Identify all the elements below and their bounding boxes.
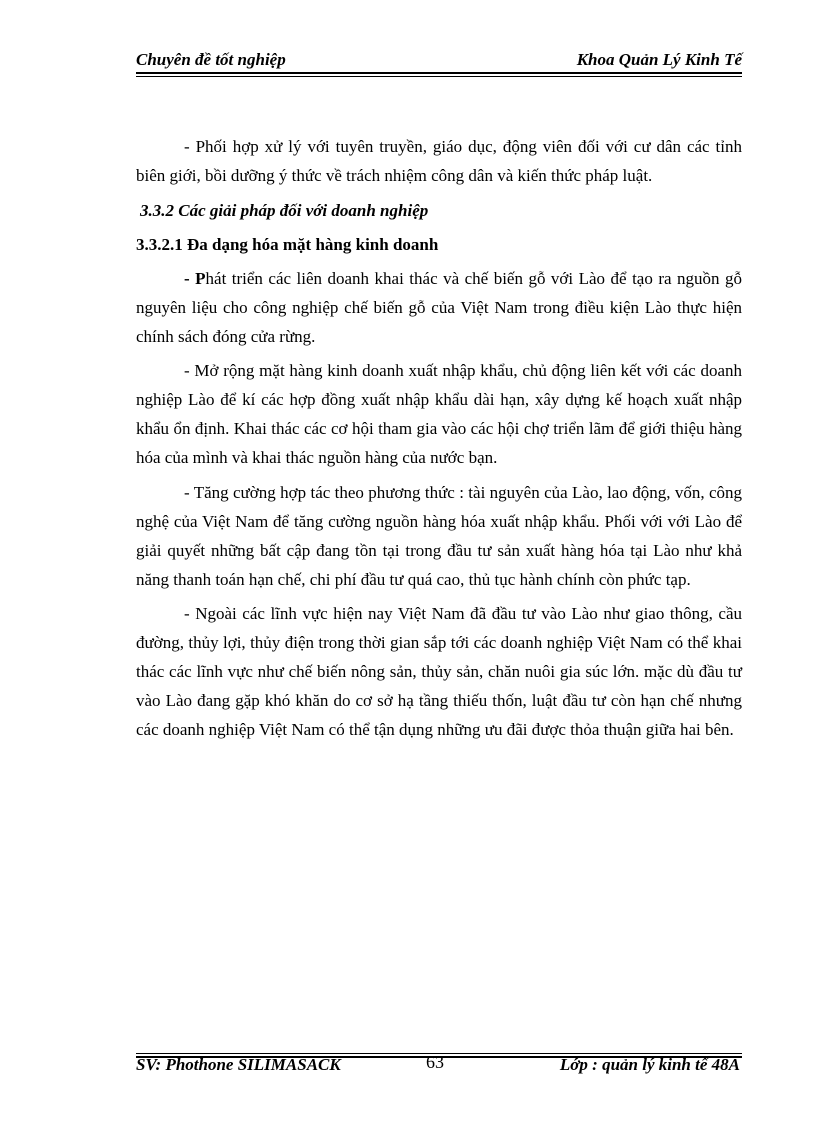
paragraph-wood-joint-ventures [136, 264, 742, 351]
section-heading-3-3-2: 3.3.2 Các giải pháp đối với doanh nghiệp [140, 200, 429, 220]
header-divider-thin [136, 76, 742, 77]
page-header [136, 50, 742, 74]
page-number: 63 [426, 1052, 444, 1072]
paragraph-border-residents: - Phối hợp xử lý với tuyên truyền, giáo dục, động viên đối với cư dân các tỉnh biên giới, bồi dưỡng ý thức về trách nhiệm công dân và kiến thức pháp luật. [136, 137, 742, 185]
subsection-heading-3-3-2-1: 3.3.2.1 Đa dạng hóa mặt hàng kinh doanh [136, 234, 439, 254]
footer-student-name: SV: Phothone SILIMASACK [136, 1055, 341, 1074]
paragraph-strengthen-cooperation: - Tăng cường hợp tác theo phương thức : tài nguyên của Lào, lao động, vốn, công nghệ của Việt Nam để tăng cường nguồn hàng hóa xuất nhập khẩu. Phối với với Lào để giải quyết những bất cập đang tồn tại trong đầu tư sản xuất hàng hóa tại Lào như khả năng thanh toán hạn chế, chi phí đầu tư quá cao, thủ tục hành chính còn phức tạp. [136, 482, 742, 589]
paragraph-wood-text: hát triển các liên doanh khai thác và chế biến gỗ với Lào để tạo ra nguồn gỗ nguyên liệu cho công nghiệp chế biến gỗ của Việt Nam trong điều kiện Lào thực hiện chính sách đóng cửa rừng. [136, 268, 742, 346]
paragraph-expand-export-import: - Mở rộng mặt hàng kinh doanh xuất nhập khẩu, chủ động liên kết với các doanh nghiệp Lào để kí các hợp đồng xuất nhập khẩu dài hạn, xây dựng kế hoạch xuất nhập khẩu ổn định. Khai thác các cơ hội tham gia vào các hội chợ triển lãm để giới thiệu hàng hóa của mình và khai thác nguồn hàng của nước bạn. [136, 361, 742, 467]
header-divider-thick [136, 72, 742, 74]
paragraph-investment-fields: - Ngoài các lĩnh vực hiện nay Việt Nam đã đầu tư vào Lào như giao thông, cầu đường, thủy lợi, thủy điện trong thời gian sắp tới các doanh nghiệp Việt Nam có thể khai thác các lĩnh vực như chế biến nông sản, thủy sản, chăn nuôi gia súc lớn. mặc dù đầu tư vào Lào đang gặp khó khăn do cơ sở hạ tầng thiếu thốn, luật đầu tư còn hạn chế nhưng các doanh nghiệp Việt Nam có thể tận dụng những ưu đãi được thỏa thuận giữa hai bên. [136, 604, 742, 739]
paragraph-lead-run: - P [184, 268, 206, 288]
footer-class-name: Lớp : quản lý kinh tế 48A [559, 1055, 740, 1074]
document-body [136, 132, 742, 750]
header-right-title: Khoa Quản Lý Kinh Tế [576, 50, 742, 69]
page-footer [136, 1052, 742, 1079]
header-left-title: Chuyên đề tốt nghiệp [136, 50, 286, 69]
